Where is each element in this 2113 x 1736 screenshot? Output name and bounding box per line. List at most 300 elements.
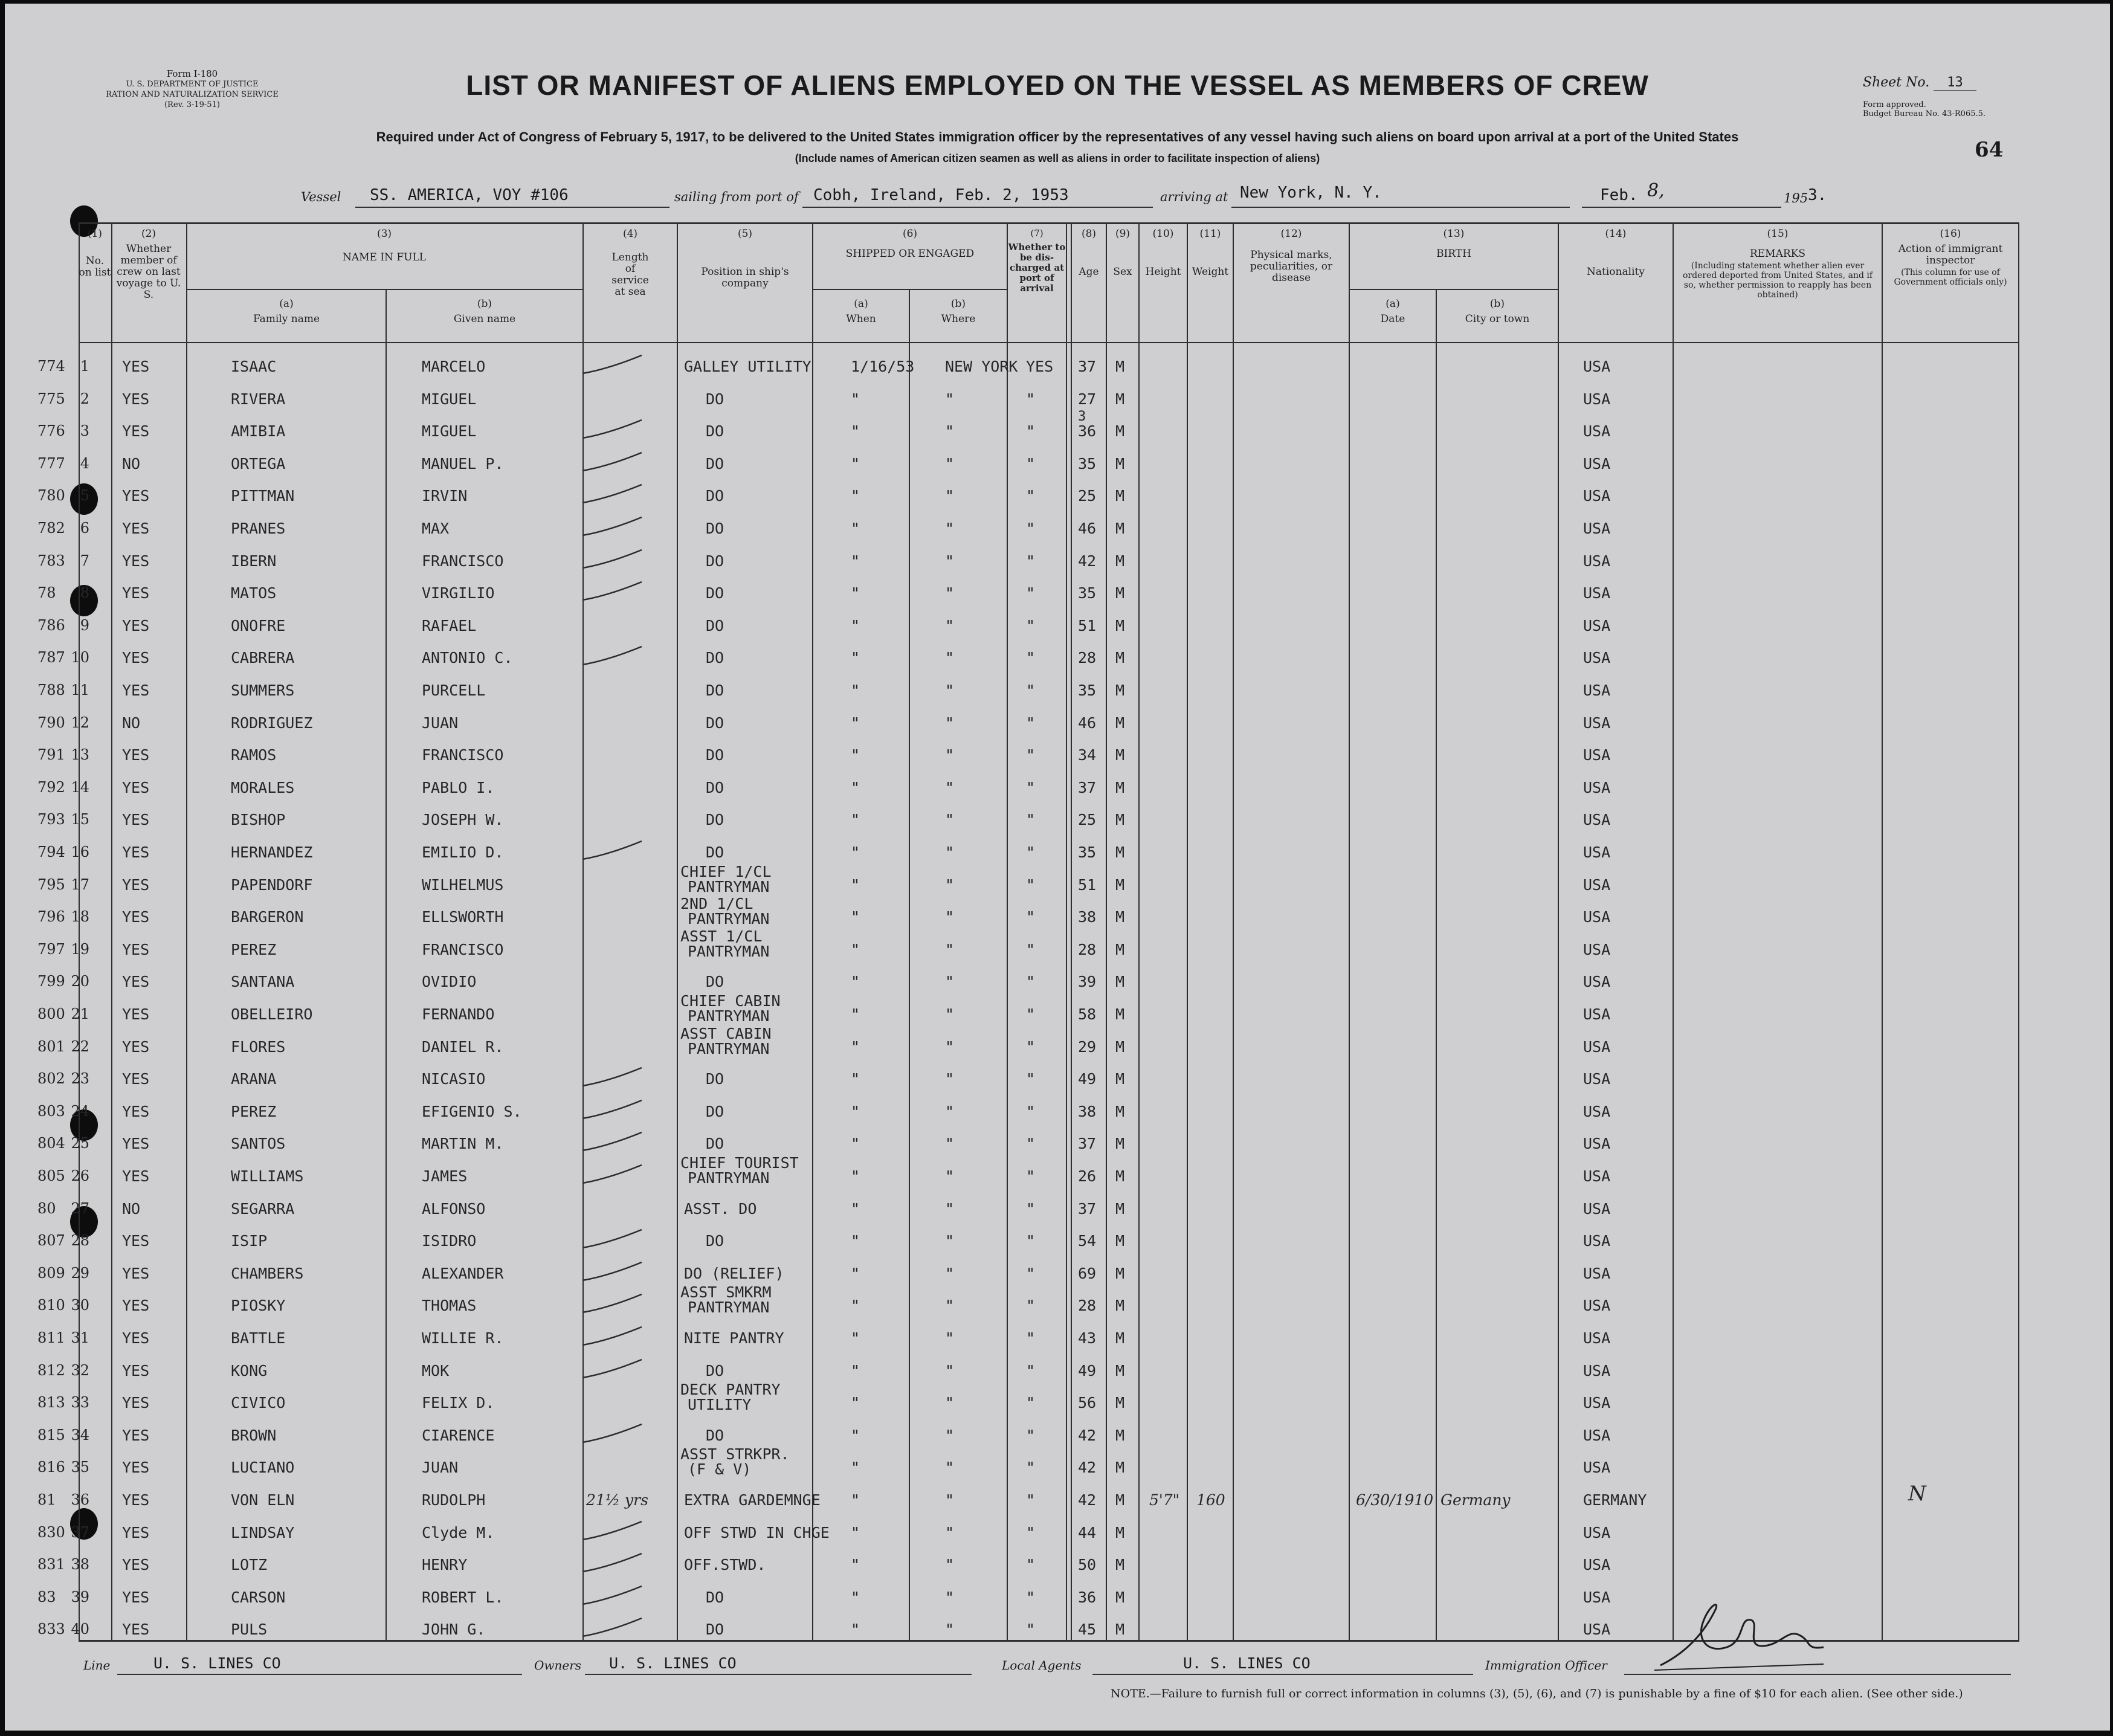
where-label: Where — [941, 313, 976, 325]
discharge-cell: " — [1026, 1329, 1036, 1347]
col6b-header — [910, 298, 1007, 325]
col3b-header — [387, 298, 582, 325]
col-number: (1) — [87, 228, 103, 240]
shipped-when-cell: " — [851, 584, 860, 602]
margin-number: 796 — [37, 908, 65, 926]
margin-number: 816 — [37, 1459, 65, 1476]
discharge-cell: " — [1026, 1361, 1036, 1379]
shipped-where-cell: " — [945, 844, 955, 861]
col3-header — [187, 228, 581, 263]
discharge-cell: " — [1026, 1037, 1036, 1056]
given-name-cell: HENRY — [422, 1556, 468, 1574]
margin-number: 803 — [37, 1102, 65, 1120]
sex-cell: M — [1115, 1621, 1125, 1639]
shipped-when-cell: " — [851, 811, 860, 829]
discharge-cell: " — [1026, 1102, 1036, 1120]
shipped-when-cell: " — [851, 1297, 860, 1315]
row-number: 40 — [71, 1621, 89, 1638]
check-mark — [579, 644, 651, 668]
sailing-label: sailing from port of — [674, 190, 799, 204]
table-row — [5, 611, 2110, 644]
family-name-cell: OBELLEIRO — [231, 1005, 313, 1023]
sex-cell: M — [1115, 520, 1125, 537]
shipped-where-cell: " — [945, 1135, 955, 1153]
row-number: 16 — [71, 844, 89, 860]
margin-number: 774 — [37, 358, 65, 375]
sub-col-number: (b) — [950, 298, 966, 310]
discharge-cell: " — [1026, 390, 1036, 408]
family-name-cell: MORALES — [231, 778, 295, 796]
discharge-cell: " — [1026, 649, 1036, 667]
given-name-label: Given name — [453, 313, 516, 325]
sheet-value: 13 — [1934, 75, 1976, 91]
check-mark — [579, 579, 651, 604]
birth-date-cell: 6/30/1910 — [1356, 1491, 1434, 1509]
col14-header — [1559, 228, 1673, 278]
shipped-when-cell: " — [851, 1329, 860, 1347]
prior-voyage-cell: YES — [122, 1135, 150, 1153]
sex-cell: M — [1115, 876, 1125, 894]
nationality-cell: USA — [1583, 1199, 1611, 1218]
position-cell-line2: PANTRYMAN — [688, 1039, 770, 1057]
age-cell: 51 — [1078, 876, 1097, 894]
shipped-when-cell: " — [851, 1556, 860, 1574]
prior-voyage-cell: YES — [122, 649, 150, 667]
row-number: 12 — [71, 714, 89, 731]
age-cell: 36 — [1078, 1588, 1097, 1606]
prior-voyage-cell: NO — [122, 1199, 141, 1218]
col3a-header — [187, 298, 386, 325]
family-name-cell: BATTLE — [231, 1329, 286, 1347]
prior-voyage-cell: YES — [122, 1556, 150, 1574]
position-cell: DO — [706, 1361, 724, 1379]
table-row — [5, 1024, 2110, 1065]
sex-cell: M — [1115, 1361, 1125, 1379]
subtitle-note: (Include names of American citizen seamen as well as aliens in order to facilitate inspection of aliens) — [795, 152, 1320, 164]
table-row — [5, 708, 2110, 741]
service-length-cell: 21½ yrs — [586, 1491, 648, 1509]
col-label: Sex — [1113, 266, 1132, 278]
prior-voyage-cell: YES — [122, 1232, 150, 1250]
table-row — [5, 1097, 2110, 1129]
sex-cell: M — [1115, 390, 1125, 408]
given-name-cell: MANUEL P. — [422, 454, 504, 473]
col-label: NAME IN FULL — [342, 251, 427, 263]
age-cell: 58 — [1078, 1005, 1097, 1023]
sex-cell: M — [1115, 1037, 1125, 1056]
age-cell: 36 — [1078, 422, 1097, 440]
position-cell: EXTRA GARDEMNGE — [684, 1491, 821, 1509]
given-name-cell: JUAN — [422, 1459, 459, 1477]
given-name-cell: RAFAEL — [422, 616, 477, 634]
shipped-where-cell: " — [945, 1167, 955, 1185]
family-name-cell: LUCIANO — [231, 1459, 295, 1477]
position-cell: DO — [706, 682, 724, 699]
discharge-cell: " — [1026, 1556, 1036, 1574]
discharge-cell: " — [1026, 616, 1036, 634]
discharge-cell: " — [1026, 1588, 1036, 1606]
row-number: 23 — [71, 1070, 89, 1088]
birth-city-label: City or town — [1465, 313, 1530, 325]
nationality-cell: USA — [1583, 1426, 1611, 1444]
position-cell-line2: PANTRYMAN — [688, 1299, 770, 1317]
margin-number: 792 — [37, 778, 65, 796]
row-number: 35 — [71, 1459, 89, 1476]
age-cell: 29 — [1078, 1037, 1097, 1056]
age-cell: 42 — [1078, 552, 1097, 570]
margin-number: 786 — [37, 616, 65, 634]
table-row — [5, 1283, 2110, 1323]
margin-number: 805 — [37, 1167, 65, 1184]
prior-voyage-cell: YES — [122, 908, 150, 926]
row-number: 20 — [71, 973, 89, 990]
row-number: 24 — [71, 1102, 89, 1120]
col-label: No. on list — [79, 255, 111, 279]
discharge-cell: " — [1026, 520, 1036, 537]
row-number: 18 — [71, 908, 89, 926]
col-number: (10) — [1152, 228, 1174, 240]
shipped-where-cell: " — [945, 1297, 955, 1315]
margin-number: 830 — [37, 1523, 65, 1541]
age-cell: 46 — [1078, 520, 1097, 537]
row-number: 19 — [71, 940, 89, 958]
table-row — [5, 1518, 2110, 1550]
col1-header — [79, 228, 111, 279]
nationality-cell: USA — [1583, 520, 1611, 537]
margin-number: 801 — [37, 1037, 65, 1055]
sex-cell: M — [1115, 616, 1125, 634]
col-number: (15) — [1767, 228, 1789, 240]
owners-label: Owners — [534, 1658, 582, 1673]
family-name-cell: CARSON — [231, 1588, 286, 1606]
margin-number: 782 — [37, 520, 65, 537]
shipped-when-cell: " — [851, 682, 860, 699]
age-cell: 42 — [1078, 1426, 1097, 1444]
age-cell: 42 — [1078, 1491, 1097, 1509]
position-cell: DO — [706, 454, 724, 473]
position-cell: CHIEF CABIN — [680, 992, 781, 1010]
service: RATION AND NATURALIZATION SERVICE — [106, 90, 279, 99]
position-cell: ASST STRKPR. — [680, 1445, 790, 1463]
discharge-cell: " — [1026, 682, 1036, 699]
sex-cell: M — [1115, 1556, 1125, 1574]
shipped-when-cell: " — [851, 876, 860, 894]
height-cell: 5'7" — [1149, 1491, 1180, 1509]
nationality-cell: USA — [1583, 746, 1611, 764]
shipped-when-cell: " — [851, 1361, 860, 1379]
prior-voyage-cell: YES — [122, 746, 150, 764]
prior-voyage-cell: NO — [122, 454, 141, 473]
officer-signature — [1648, 1593, 1830, 1677]
family-name-cell: BARGERON — [231, 908, 304, 926]
given-name-cell: FERNANDO — [422, 1005, 495, 1023]
shipped-when-cell: " — [851, 1523, 860, 1541]
arrival-month: Feb. — [1600, 186, 1638, 204]
shipped-when-cell: 1/16/53 — [851, 358, 915, 375]
check-mark — [579, 1163, 651, 1187]
position-cell: DO — [706, 1102, 724, 1120]
check-mark — [579, 353, 651, 377]
nationality-cell: USA — [1583, 1232, 1611, 1250]
nationality-cell: USA — [1583, 1329, 1611, 1347]
margin-number: 81 — [37, 1491, 56, 1508]
position-cell: DO — [706, 811, 724, 829]
shipped-where-cell: " — [945, 390, 955, 408]
shipped-where-cell: " — [945, 1523, 955, 1541]
age-cell: 38 — [1078, 908, 1097, 926]
table-row — [5, 1482, 2110, 1518]
age-correction: 3 — [1078, 409, 1086, 425]
margin-number: 809 — [37, 1264, 65, 1282]
given-name-cell: DANIEL R. — [422, 1037, 504, 1056]
table-row — [5, 1381, 2110, 1421]
age-cell: 42 — [1078, 1459, 1097, 1477]
position-cell: DO — [706, 746, 724, 764]
line-label: Line — [83, 1658, 111, 1673]
family-name-cell: BISHOP — [231, 811, 286, 829]
table-row — [5, 895, 2110, 935]
discharge-cell: " — [1026, 552, 1036, 570]
age-cell: 69 — [1078, 1264, 1097, 1282]
shipped-when-cell: " — [851, 1264, 860, 1282]
note-label: NOTE. — [1111, 1687, 1150, 1700]
col-number: (3) — [376, 228, 392, 240]
table-row — [5, 1356, 2110, 1389]
given-name-cell: FELIX D. — [422, 1394, 495, 1412]
family-name-cell: CABRERA — [231, 649, 295, 667]
row-number: 31 — [71, 1329, 89, 1346]
shipped-when-cell: " — [851, 746, 860, 764]
position-cell: DO — [706, 778, 724, 796]
age-cell: 25 — [1078, 487, 1097, 505]
discharge-cell: " — [1026, 1167, 1036, 1185]
shipped-where-cell: " — [945, 1491, 955, 1509]
col-number: (13) — [1443, 228, 1465, 240]
age-cell: 46 — [1078, 714, 1097, 732]
nationality-cell: USA — [1583, 778, 1611, 796]
family-name-cell: RAMOS — [231, 746, 277, 764]
family-name-cell: CIVICO — [231, 1394, 286, 1412]
discharge-cell: " — [1026, 487, 1036, 505]
discharge-cell: " — [1026, 1459, 1036, 1477]
family-name-cell: ISIP — [231, 1232, 268, 1250]
row-number: 13 — [71, 746, 89, 764]
table-row — [5, 1323, 2110, 1356]
age-cell: 37 — [1078, 1135, 1097, 1153]
family-name-cell: PAPENDORF — [231, 876, 313, 894]
sex-cell: M — [1115, 682, 1125, 699]
shipped-when-cell: " — [851, 1232, 860, 1250]
row-number: 15 — [71, 811, 89, 828]
family-name-cell: RIVERA — [231, 390, 286, 408]
margin-number: 799 — [37, 973, 65, 990]
col-sub-label: (This column for use of Government officials only) — [1894, 268, 2007, 287]
margin-number: 811 — [37, 1329, 65, 1346]
position-cell: DO — [706, 649, 724, 667]
position-cell: DO (RELIEF) — [684, 1264, 784, 1282]
row-number: 38 — [71, 1556, 89, 1573]
table-row — [5, 449, 2110, 482]
table-row — [5, 967, 2110, 999]
shipped-when-cell: " — [851, 1102, 860, 1120]
position-cell: CHIEF TOURIST — [680, 1154, 799, 1172]
age-cell: 56 — [1078, 1394, 1097, 1412]
shipped-where-cell: " — [945, 487, 955, 505]
nationality-cell: USA — [1583, 1297, 1611, 1315]
budget-bureau-line: Budget Bureau No. 43-R065.5. — [1863, 109, 1986, 118]
shipped-when-cell: " — [851, 422, 860, 440]
position-cell-line2: UTILITY — [688, 1396, 752, 1414]
col-number: (14) — [1605, 228, 1627, 240]
agents-value: U. S. LINES CO — [1183, 1654, 1311, 1672]
shipped-when-cell: " — [851, 649, 860, 667]
prior-voyage-cell: YES — [122, 1102, 150, 1120]
prior-voyage-cell: YES — [122, 1459, 150, 1477]
family-name-cell: PULS — [231, 1621, 268, 1639]
position-cell: DECK PANTRY — [680, 1381, 781, 1399]
row-number: 39 — [71, 1588, 89, 1605]
margin-number: 791 — [37, 746, 65, 764]
shipped-when-cell: " — [851, 1167, 860, 1185]
sub-col-number: (a) — [854, 298, 868, 310]
discharge-cell: " — [1026, 1232, 1036, 1250]
shipped-where-cell: " — [945, 1426, 955, 1444]
shipped-where-cell: " — [945, 454, 955, 473]
family-name-cell: IBERN — [231, 552, 277, 570]
given-name-cell: ELLSWORTH — [422, 908, 504, 926]
shipped-where-cell: " — [945, 1005, 955, 1023]
nationality-cell: USA — [1583, 1361, 1611, 1379]
col5-header — [678, 228, 812, 289]
margin-number: 777 — [37, 454, 65, 472]
family-name-cell: ONOFRE — [231, 616, 286, 634]
table-row — [5, 1259, 2110, 1291]
sex-cell: M — [1115, 584, 1125, 602]
col7-header — [1008, 228, 1066, 294]
check-mark — [579, 1227, 651, 1251]
line-value: U. S. LINES CO — [153, 1654, 281, 1672]
table-row — [5, 578, 2110, 611]
discharge-cell: " — [1026, 1491, 1036, 1509]
given-name-cell: PABLO I. — [422, 778, 495, 796]
family-name-cell: PIOSKY — [231, 1297, 286, 1315]
margin-number: 813 — [37, 1394, 65, 1412]
margin-number: 776 — [37, 422, 65, 440]
family-name-cell: SANTANA — [231, 973, 295, 991]
margin-number: 793 — [37, 811, 65, 828]
shipped-where-cell: " — [945, 746, 955, 764]
family-name-cell: VON ELN — [231, 1491, 295, 1509]
position-cell: 2ND 1/CL — [680, 895, 753, 913]
given-name-cell: MAX — [422, 520, 450, 537]
nationality-cell: USA — [1583, 940, 1611, 958]
shipped-when-cell: " — [851, 390, 860, 408]
margin-number: 80 — [37, 1199, 56, 1217]
discharge-cell: " — [1026, 454, 1036, 473]
given-name-cell: NICASIO — [422, 1070, 486, 1088]
given-name-cell: ROBERT L. — [422, 1588, 504, 1606]
family-name-cell: SUMMERS — [231, 682, 295, 699]
age-cell: 25 — [1078, 811, 1097, 829]
sex-cell: M — [1115, 908, 1125, 926]
col-number: (7) — [1030, 228, 1044, 239]
shipped-when-cell: " — [851, 520, 860, 537]
family-name-label: Family name — [253, 313, 320, 325]
shipped-when-cell: " — [851, 616, 860, 634]
row-number: 36 — [71, 1491, 89, 1508]
nationality-cell: USA — [1583, 1037, 1611, 1056]
shipped-when-cell: " — [851, 714, 860, 732]
check-mark — [579, 1551, 651, 1575]
shipped-where-cell: " — [945, 1588, 955, 1606]
col-number: (8) — [1081, 228, 1097, 240]
check-mark — [579, 418, 651, 442]
sub-col-number: (a) — [1386, 298, 1400, 310]
sheet-number — [1863, 75, 1976, 90]
position-cell: NITE PANTRY — [684, 1329, 784, 1347]
nationality-cell: USA — [1583, 358, 1611, 375]
check-mark — [579, 1098, 651, 1122]
margin-number: 78 — [37, 584, 56, 602]
col-label: Length of service at sea — [611, 251, 649, 298]
prior-voyage-cell: YES — [122, 778, 150, 796]
sex-cell: M — [1115, 811, 1125, 829]
check-mark — [579, 1357, 651, 1381]
sheet-label: Sheet No. — [1863, 75, 1930, 90]
family-name-cell: KONG — [231, 1361, 268, 1379]
discharge-cell: " — [1026, 1135, 1036, 1153]
vessel-value: SS. AMERICA, VOY #106 — [370, 186, 569, 204]
sub-col-number: (a) — [279, 298, 294, 310]
discharge-cell: " — [1026, 811, 1036, 829]
position-cell: DO — [706, 422, 724, 440]
age-cell: 27 — [1078, 390, 1097, 408]
position-cell-line2: PANTRYMAN — [688, 910, 770, 928]
discharge-cell: " — [1026, 584, 1036, 602]
nationality-cell: USA — [1583, 682, 1611, 699]
manifest-sheet — [5, 4, 2110, 1731]
margin-number: 802 — [37, 1070, 65, 1088]
prior-voyage-cell: YES — [122, 520, 150, 537]
sex-cell: M — [1115, 454, 1125, 473]
age-cell: 35 — [1078, 584, 1097, 602]
prior-voyage-cell: YES — [122, 1297, 150, 1315]
given-name-cell: VIRGILIO — [422, 584, 495, 602]
table-row — [5, 1064, 2110, 1097]
discharge-cell: " — [1026, 714, 1036, 732]
table-row — [5, 992, 2110, 1032]
given-name-cell: ANTONIO C. — [422, 649, 513, 667]
col-label: SHIPPED OR ENGAGED — [845, 248, 975, 260]
col-number: (12) — [1280, 228, 1302, 240]
shipped-when-cell: " — [851, 1621, 860, 1639]
discharge-cell: " — [1026, 1199, 1036, 1218]
family-name-cell: CHAMBERS — [231, 1264, 304, 1282]
check-mark — [579, 1519, 651, 1543]
sex-cell: M — [1115, 1588, 1125, 1606]
row-number: 29 — [71, 1264, 89, 1282]
position-cell: ASST 1/CL — [680, 927, 763, 945]
row-number: 14 — [71, 778, 89, 796]
position-cell: OFF STWD IN CHGE — [684, 1523, 830, 1541]
row-number: 25 — [71, 1135, 89, 1152]
age-cell: 28 — [1078, 1297, 1097, 1315]
given-name-cell: JOSEPH W. — [422, 811, 504, 829]
family-name-cell: LOTZ — [231, 1556, 268, 1574]
when-label: When — [846, 313, 876, 325]
sex-cell: M — [1115, 714, 1125, 732]
age-cell: 35 — [1078, 844, 1097, 861]
